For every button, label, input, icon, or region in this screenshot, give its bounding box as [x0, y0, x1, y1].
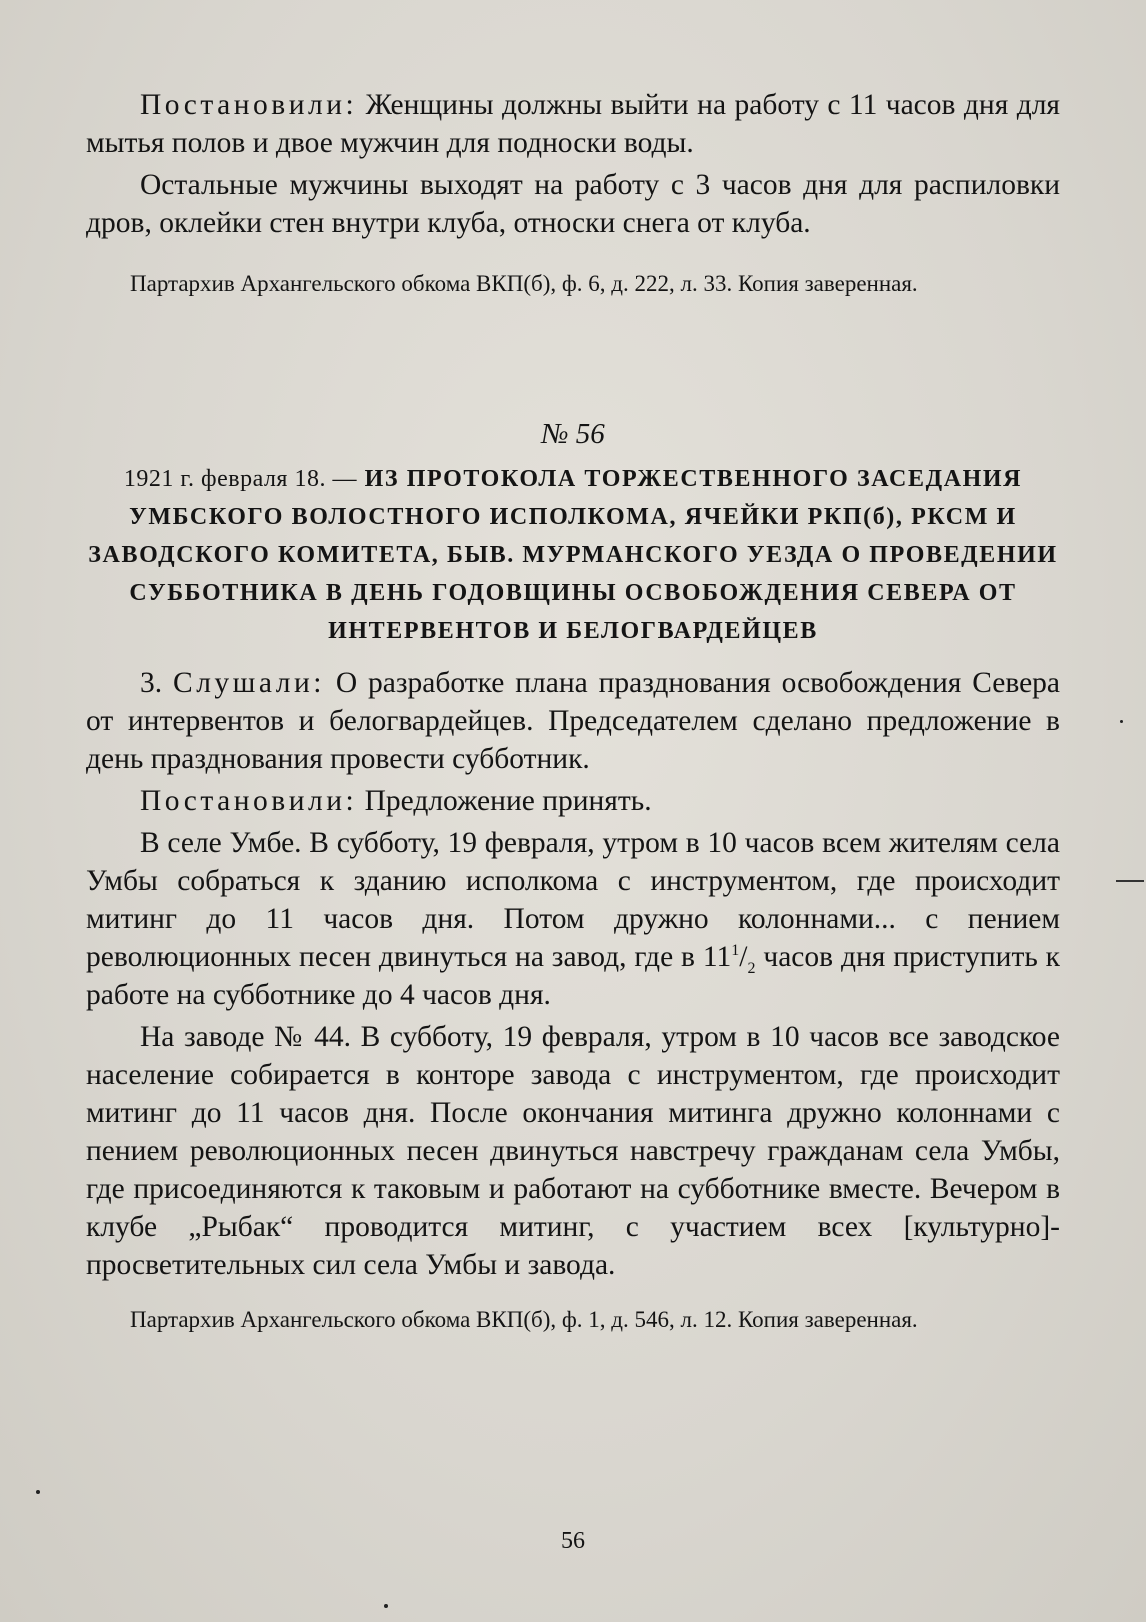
resolution-text: Женщины должны выйти на работу с 11 часов дня для мытья полов и двое мужчин для подноски воды. — [86, 89, 1060, 159]
factory-paragraph: На заводе № 44. В субботу, 19 февраля, утром в 10 часов все заводское население собирается в конторе завода с инструментом, где происходит митинг до 11 часов дня. После окончания митинга дружно колоннами с пением революционных песен двинуться навстречу гражданам села Умбы, где присоединяются к таковым и работают на субботнике вместе. Вечером в клубе „Рыбак“ проводится митинг, с участием всех [культурно]-просветительных сил села Умбы и завода. — [86, 1021, 1060, 1281]
scan-speck — [384, 1604, 388, 1608]
archive-source-note: Партархив Архангельского обкома ВКП(б), ф. 6, д. 222, л. 33. Копия заверенная. — [130, 271, 918, 296]
scan-speck — [36, 1490, 40, 1494]
scan-edge-mark — [1116, 880, 1144, 882]
resolved-label: Постановили: — [140, 89, 358, 121]
resolved-text: Предложение принять. — [364, 785, 652, 817]
time-numerator: 1 — [731, 942, 740, 960]
time-value: $11^1/_2$ — [702, 941, 756, 977]
time-whole: 11 — [702, 941, 732, 973]
time-denominator: 2 — [747, 959, 756, 977]
document-date: 1921 г. февраля 18. — — [123, 466, 357, 492]
workers-paragraph: Остальные мужчины выходят на работу с 3 часов дня для распиловки дров, оклейки стен внутри клуба, относки снега от клуба. — [86, 169, 1060, 239]
umba-village-paragraph — [86, 824, 1060, 1014]
umba-text: В селе Умбе. В субботу, 19 февраля, утром в 10 часов всем жителям села Умбы собраться к зданию исполкома с инструментом, где происходит митинг до 11 часов дня. Потом дружно колоннами... с пением революционных песен двинуться на завод, где в — [86, 827, 1060, 973]
document-number: № 56 — [541, 418, 605, 450]
archive-source-note-2: Партархив Архангельского обкома ВКП(б), ф. 1, д. 546, л. 12. Копия заверенная. — [130, 1307, 918, 1332]
text-column — [86, 78, 1060, 1336]
heard-label: Слушали: — [173, 667, 325, 699]
item-number: 3. — [140, 667, 163, 699]
scan-speck — [1120, 720, 1123, 723]
document-title-text: ИЗ ПРОТОКОЛА ТОРЖЕСТВЕННОГО ЗАСЕДАНИЯ УМБСКОГО ВОЛОСТНОГО ИСПОЛКОМА, ЯЧЕЙКИ РКП(б), РКСМ И ЗАВОДСКОГО КОМИТЕТА, БЫВ. МУРМАНСКОГО УЕЗДА О ПРОВЕДЕНИИ СУББОТНИКА В ДЕНЬ ГОДОВЩИНЫ ОСВОБОЖДЕНИЯ СЕВЕРА ОТ ИНТЕРВЕНТОВ И БЕЛОГВАРДЕЙЦЕВ — [88, 466, 1058, 644]
page-number: 56 — [561, 1528, 585, 1554]
heard-text: О разработке плана празднования освобождения Севера от интервентов и белогвардейцев. Председателем сделано предложение в день празднования провести субботник. — [86, 667, 1061, 775]
resolved-paragraph — [86, 782, 1060, 820]
umba-text-end: часов дня приступить к работе на субботнике до 4 часов дня. — [86, 941, 1061, 1011]
previous-resolution-paragraph — [86, 86, 1060, 162]
resolved-label: Постановили: — [140, 785, 358, 817]
document-title — [86, 460, 1060, 650]
heard-paragraph — [86, 664, 1060, 778]
